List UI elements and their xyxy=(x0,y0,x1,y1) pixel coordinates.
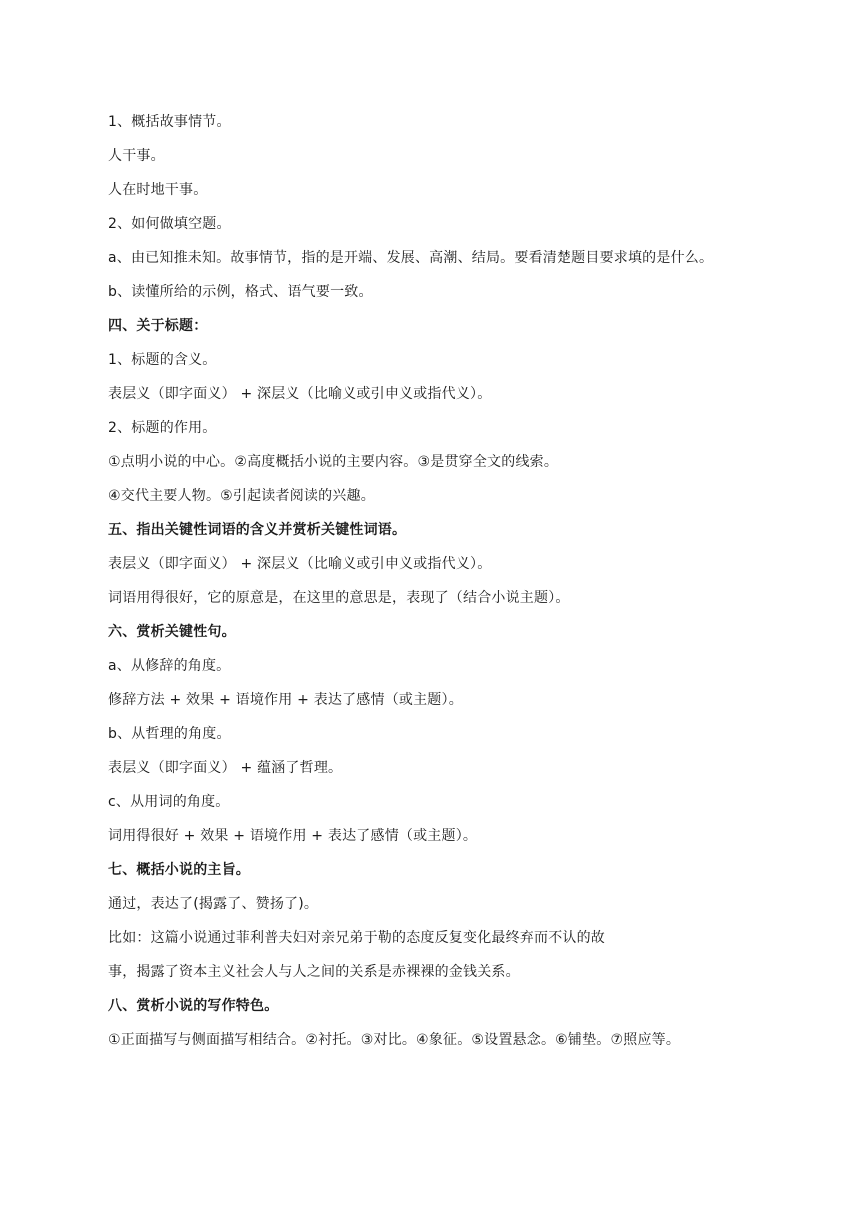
text-line: ①点明小说的中心。②高度概括小说的主要内容。③是贯穿全文的线索。 xyxy=(108,454,559,470)
text-line: 2、如何做填空题。 xyxy=(108,216,231,232)
text-line: 通过，表达了(揭露了、赞扬了)。 xyxy=(108,896,319,912)
text-line: 人在时地干事。 xyxy=(108,182,208,198)
document-body xyxy=(108,111,808,1063)
text-line: 事，揭露了资本主义社会人与人之间的关系是赤裸裸的金钱关系。 xyxy=(108,964,520,980)
text-line: 表层义（即字面义） + 深层义（比喻义或引申义或指代义）。 xyxy=(108,556,492,572)
text-line: c、从用词的角度。 xyxy=(108,794,230,810)
text-line: ①正面描写与侧面描写相结合。②衬托。③对比。④象征。⑤设置悬念。⑥铺垫。⑦照应等。 xyxy=(108,1032,681,1048)
section-heading: 六、赏析关键性句。 xyxy=(108,624,236,640)
text-line: a、由已知推未知。故事情节，指的是开端、发展、高潮、结局。要看清楚题目要求填的是什么。 xyxy=(108,250,714,266)
text-line: 表层义（即字面义） + 蕴涵了哲理。 xyxy=(108,760,343,776)
text-line: 2、标题的作用。 xyxy=(108,420,217,436)
text-line: 比如：这篇小说通过菲利普夫妇对亲兄弟于勒的态度反复变化最终弃而不认的故 xyxy=(108,930,605,946)
text-line: 1、标题的含义。 xyxy=(108,352,217,368)
text-line: a、从修辞的角度。 xyxy=(108,658,231,674)
text-line: 表层义（即字面义） + 深层义（比喻义或引申义或指代义）。 xyxy=(108,386,492,402)
section-heading: 八、赏析小说的写作特色。 xyxy=(108,998,279,1014)
text-line: b、从哲理的角度。 xyxy=(108,726,231,742)
text-line: 词用得很好 + 效果 + 语境作用 + 表达了感情（或主题）。 xyxy=(108,828,478,844)
text-line: b、读懂所给的示例，格式、语气要一致。 xyxy=(108,284,373,300)
text-line: ④交代主要人物。⑤引起读者阅读的兴趣。 xyxy=(108,488,375,504)
text-line: 人干事。 xyxy=(108,148,165,164)
text-line: 1、概括故事情节。 xyxy=(108,114,231,130)
section-heading: 五、指出关键性词语的含义并赏析关键性词语。 xyxy=(108,522,407,538)
section-heading: 四、关于标题： xyxy=(108,318,208,334)
text-line: 词语用得很好，它的原意是，在这里的意思是，表现了（结合小说主题）。 xyxy=(108,590,570,606)
text-line: 修辞方法 + 效果 + 语境作用 + 表达了感情（或主题）。 xyxy=(108,692,463,708)
section-heading: 七、概括小说的主旨。 xyxy=(108,862,250,878)
